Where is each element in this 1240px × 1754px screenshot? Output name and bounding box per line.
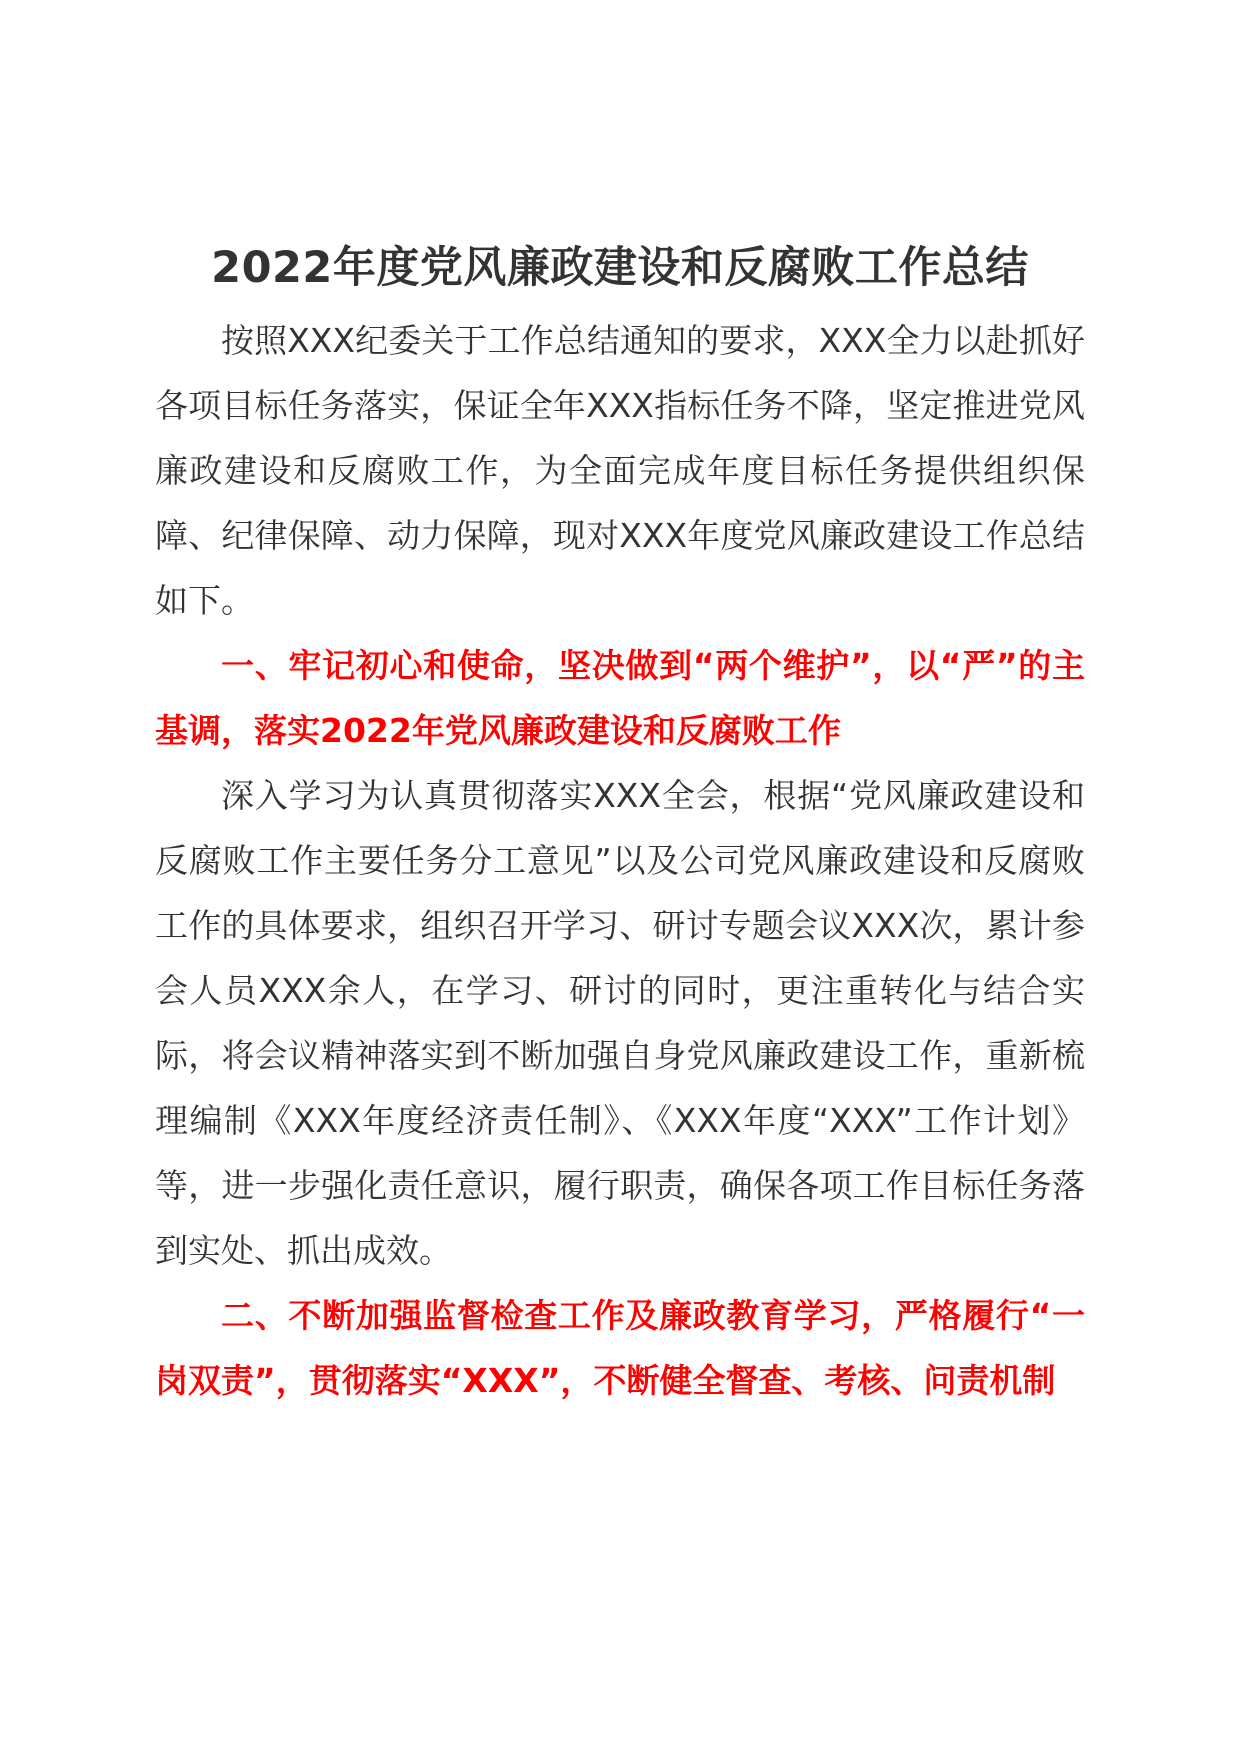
section-1-heading: 一、牢记初心和使命，坚决做到“两个维护”，以“严”的主基调，落实2022年党风廉政建设和反腐败工作 <box>155 646 1085 750</box>
intro-paragraph: 按照XXX纪委关于工作总结通知的要求，XXX全力以赴抓好各项目标任务落实，保证全年XXX指标任务不降，坚定推进党风廉政建设和反腐败工作，为全面完成年度目标任务提供组织保障、纪律保障、动力保障，现对XXX年度党风廉政建设工作总结如下。 <box>155 321 1085 620</box>
document-title: 2022年度党风廉政建设和反腐败工作总结 <box>211 243 1029 293</box>
document-page <box>155 228 1085 1413</box>
section-2-heading: 二、不断加强监督检查工作及廉政教育学习，严格履行“一岗双责”，贯彻落实“XXX”，不断健全督查、考核、问责机制 <box>155 1296 1085 1400</box>
section-1-body: 深入学习为认真贯彻落实XXX全会，根据“党风廉政建设和反腐败工作主要任务分工意见”以及公司党风廉政建设和反腐败工作的具体要求，组织召开学习、研讨专题会议XXX次，累计参会人员XXX余人，在学习、研讨的同时，更注重转化与结合实际，将会议精神落实到不断加强自身党风廉政建设工作，重新梳理编制《XXX年度经济责任制》、《XXX年度“XXX”工作计划》等，进一步强化责任意识，履行职责，确保各项工作目标任务落到实处、抓出成效。 <box>155 776 1085 1270</box>
